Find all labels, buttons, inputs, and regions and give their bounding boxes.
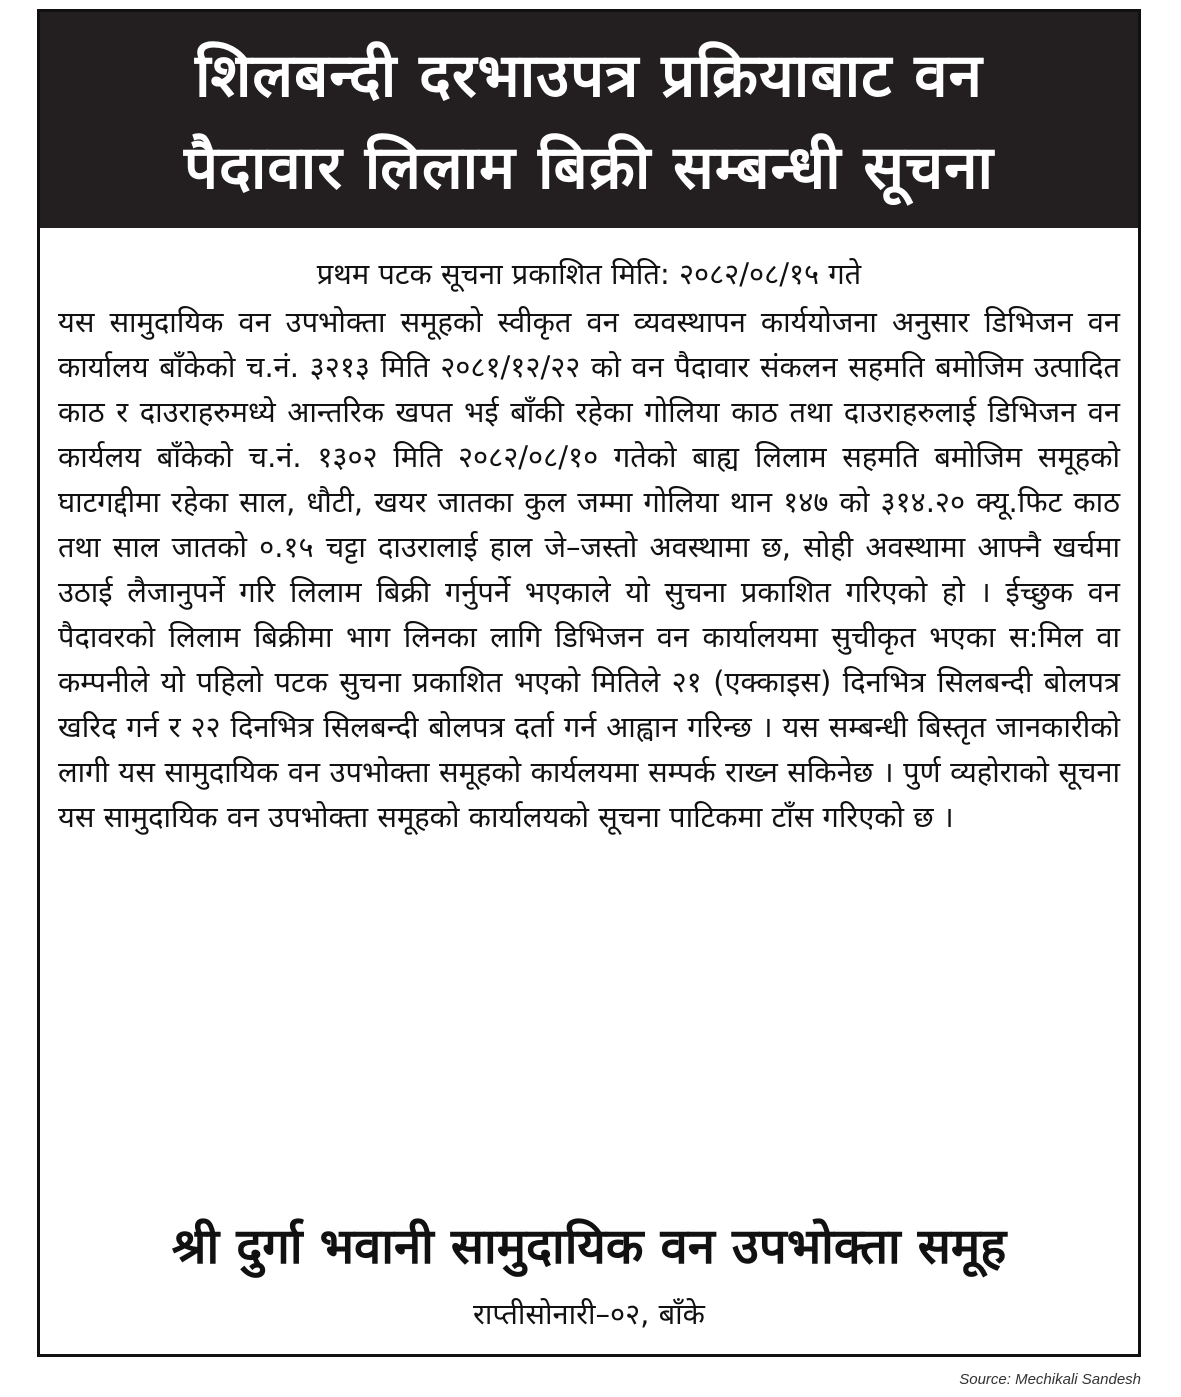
publish-date-line: प्रथम पटक सूचना प्रकाशित मिति: २०८२/०८/१५ गते [316, 257, 862, 291]
organization-address: राप्तीसोनारी–०२, बाँके [473, 1297, 705, 1331]
notice-title-line-1: शिलबन्दी दरभाउपत्र प्रक्रियाबाट वन [195, 41, 983, 111]
title-band [40, 12, 1138, 228]
source-credit: Source: Mechikali Sandesh [959, 1371, 1141, 1388]
notice-title-line-2: पैदावार लिलाम बिक्री सम्बन्धी सूचना [183, 133, 995, 203]
notice-frame [37, 9, 1141, 1357]
notice-body: यस सामुदायिक वन उपभोक्ता समूहको स्वीकृत वन व्यवस्थापन कार्ययोजना अनुसार डिभिजन वन कार्यालय बाँकेको च.नं. ३२१३ मिति २०८१/१२/२२ को वन पैदावार संकलन सहमति बमोजिम उत्पादित काठ र दाउराहरुमध्ये आन्तरिक खपत भई बाँकी रहेका गोलिया काठ तथा दाउराहरुलाई डिभिजन वन कार्यलय बाँकेको च.नं. १३०२ मिति २०८२/०८/१० गतेको बाह्य लिलाम सहमति बमोजिम समूहको घाटगद्दीमा रहेका साल, धौटी, खयर जातका कुल जम्मा गोलिया थान १४७ को ३१४.२० क्यू.फिट काठ तथा साल जातको ०.१५ चट्टा दाउरालाई हाल जे–जस्तो अवस्थामा छ, सोही अवस्थामा आफ्नै खर्चमा उठाई लैजानुपर्ने गरि लिलाम बिक्री गर्नुपर्ने भएकाले यो सुचना प्रकाशित गरिएको हो । ईच्छुक वन पैदावरको लिलाम बिक्रीमा भाग लिनका लागि डिभिजन वन कार्यालयमा सुचीकृत भएका स:मिल वा कम्पनीले यो पहिलो पटक सुचना प्रकाशित भएको मितिले २१ (एक्काइस) दिनभित्र सिलबन्दी बोलपत्र खरिद गर्न र २२ दिनभित्र सिलबन्दी बोलपत्र दर्ता गर्न आह्वान गरिन्छ । यस सम्बन्धी बिस्तृत जानकारीको लागी यस सामुदायिक वन उपभोक्ता समूहको कार्यलयमा सम्पर्क राख्न सकिनेछ । पुर्ण व्यहोराको सूचना यस सामुदायिक वन उपभोक्ता समूहको कार्यालयको सूचना पाटिकमा टाँस गरिएको छ । [58, 305, 1120, 834]
organization-name: श्री दुर्गा भवानी सामुदायिक वन उपभोक्ता समूह [171, 1218, 1007, 1275]
